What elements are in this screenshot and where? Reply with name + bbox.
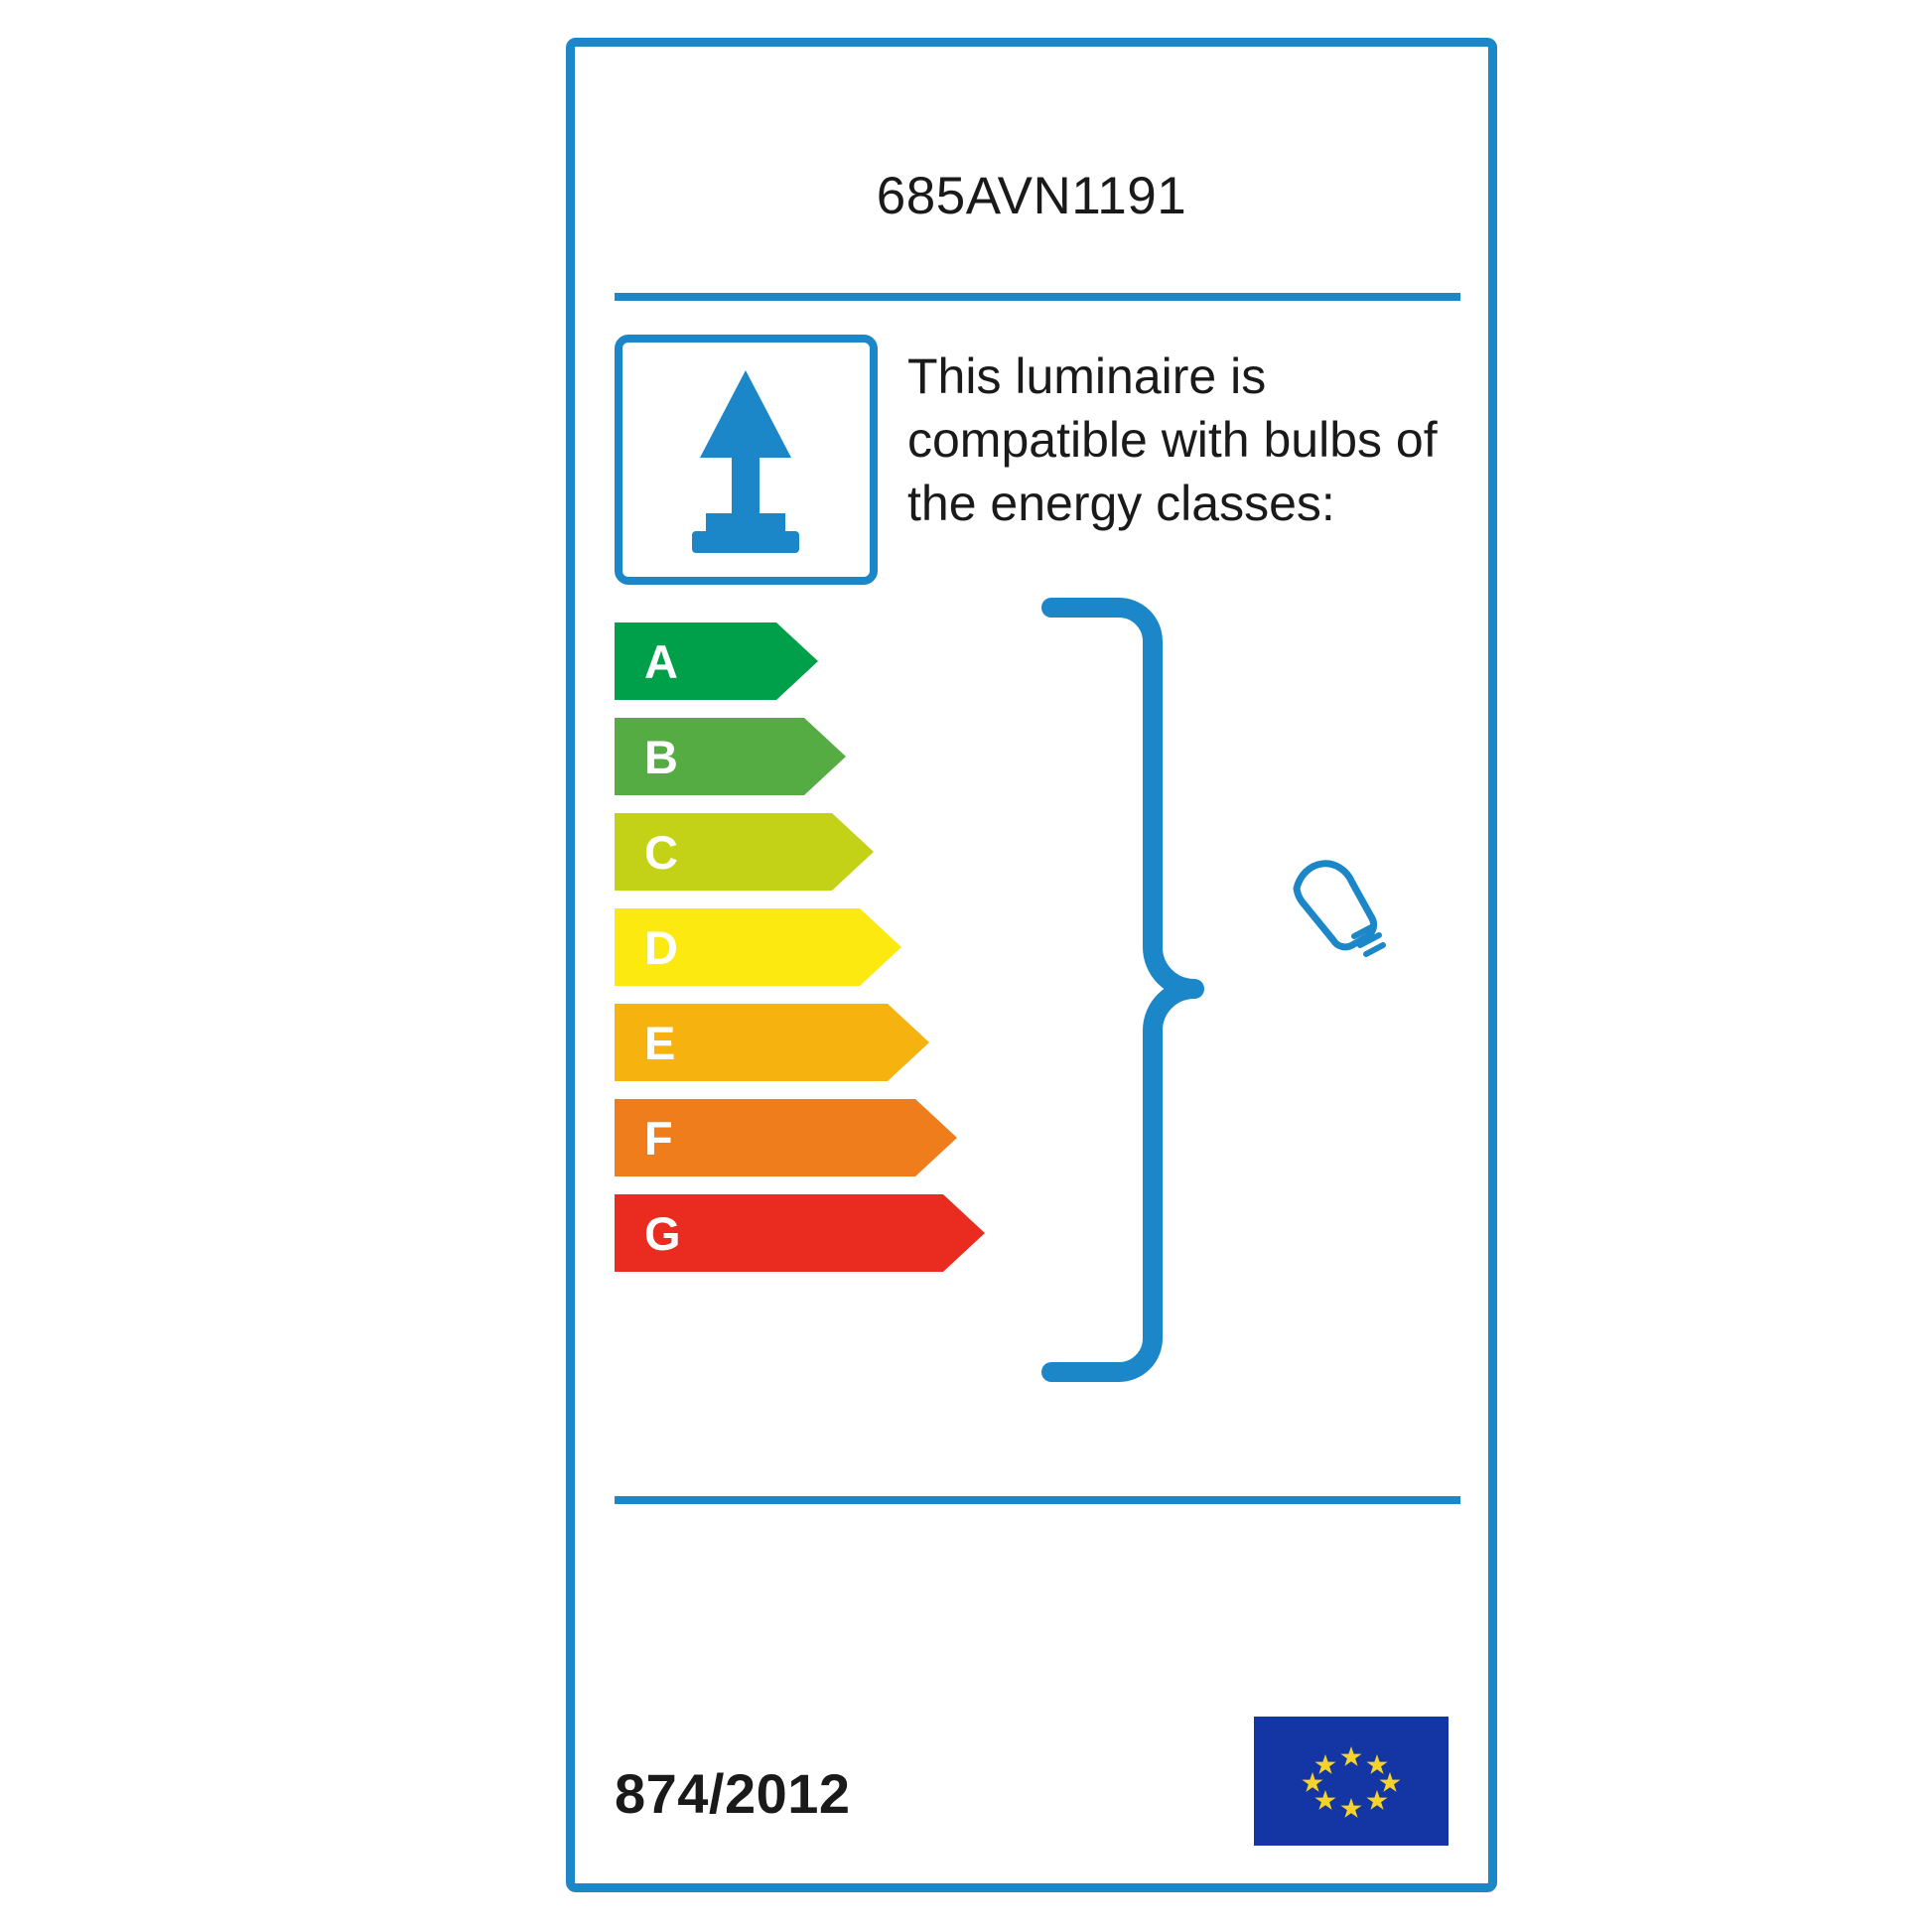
energy-class-letter: C xyxy=(644,825,678,879)
energy-class-letter: F xyxy=(644,1111,673,1165)
energy-class-row-b xyxy=(615,718,1032,795)
curly-brace-icon xyxy=(1041,598,1220,1387)
energy-class-arrow xyxy=(615,1194,1032,1272)
energy-class-arrow xyxy=(615,622,1032,700)
energy-class-arrow xyxy=(615,718,1032,795)
energy-class-letter: E xyxy=(644,1016,676,1069)
energy-class-list xyxy=(615,622,1032,1290)
energy-class-arrow xyxy=(615,1099,1032,1176)
luminaire-pictogram-box xyxy=(615,335,878,585)
energy-label-card xyxy=(566,38,1497,1892)
energy-class-letter: A xyxy=(644,634,678,688)
energy-class-row-e xyxy=(615,1004,1032,1081)
table-lamp-icon xyxy=(622,343,870,577)
energy-class-row-f xyxy=(615,1099,1032,1176)
energy-class-arrow xyxy=(615,1004,1032,1081)
compatibility-text: This luminaire is compatible with bulbs of the energy classes: xyxy=(907,348,1438,531)
energy-class-arrow xyxy=(615,908,1032,986)
energy-class-row-a xyxy=(615,622,1032,700)
energy-class-row-c xyxy=(615,813,1032,891)
energy-class-arrow xyxy=(615,813,1032,891)
divider-bottom xyxy=(615,1496,1460,1504)
eu-flag-icon xyxy=(1254,1717,1449,1846)
energy-class-letter: B xyxy=(644,730,678,783)
model-code: 685AVN1191 xyxy=(876,167,1187,225)
divider-top xyxy=(615,293,1460,301)
energy-class-row-g xyxy=(615,1194,1032,1272)
energy-class-row-d xyxy=(615,908,1032,986)
energy-class-letter: D xyxy=(644,920,678,974)
light-bulb-icon xyxy=(1250,841,1399,995)
energy-class-letter: G xyxy=(644,1206,681,1260)
regulation-number: 874/2012 xyxy=(615,1762,851,1825)
